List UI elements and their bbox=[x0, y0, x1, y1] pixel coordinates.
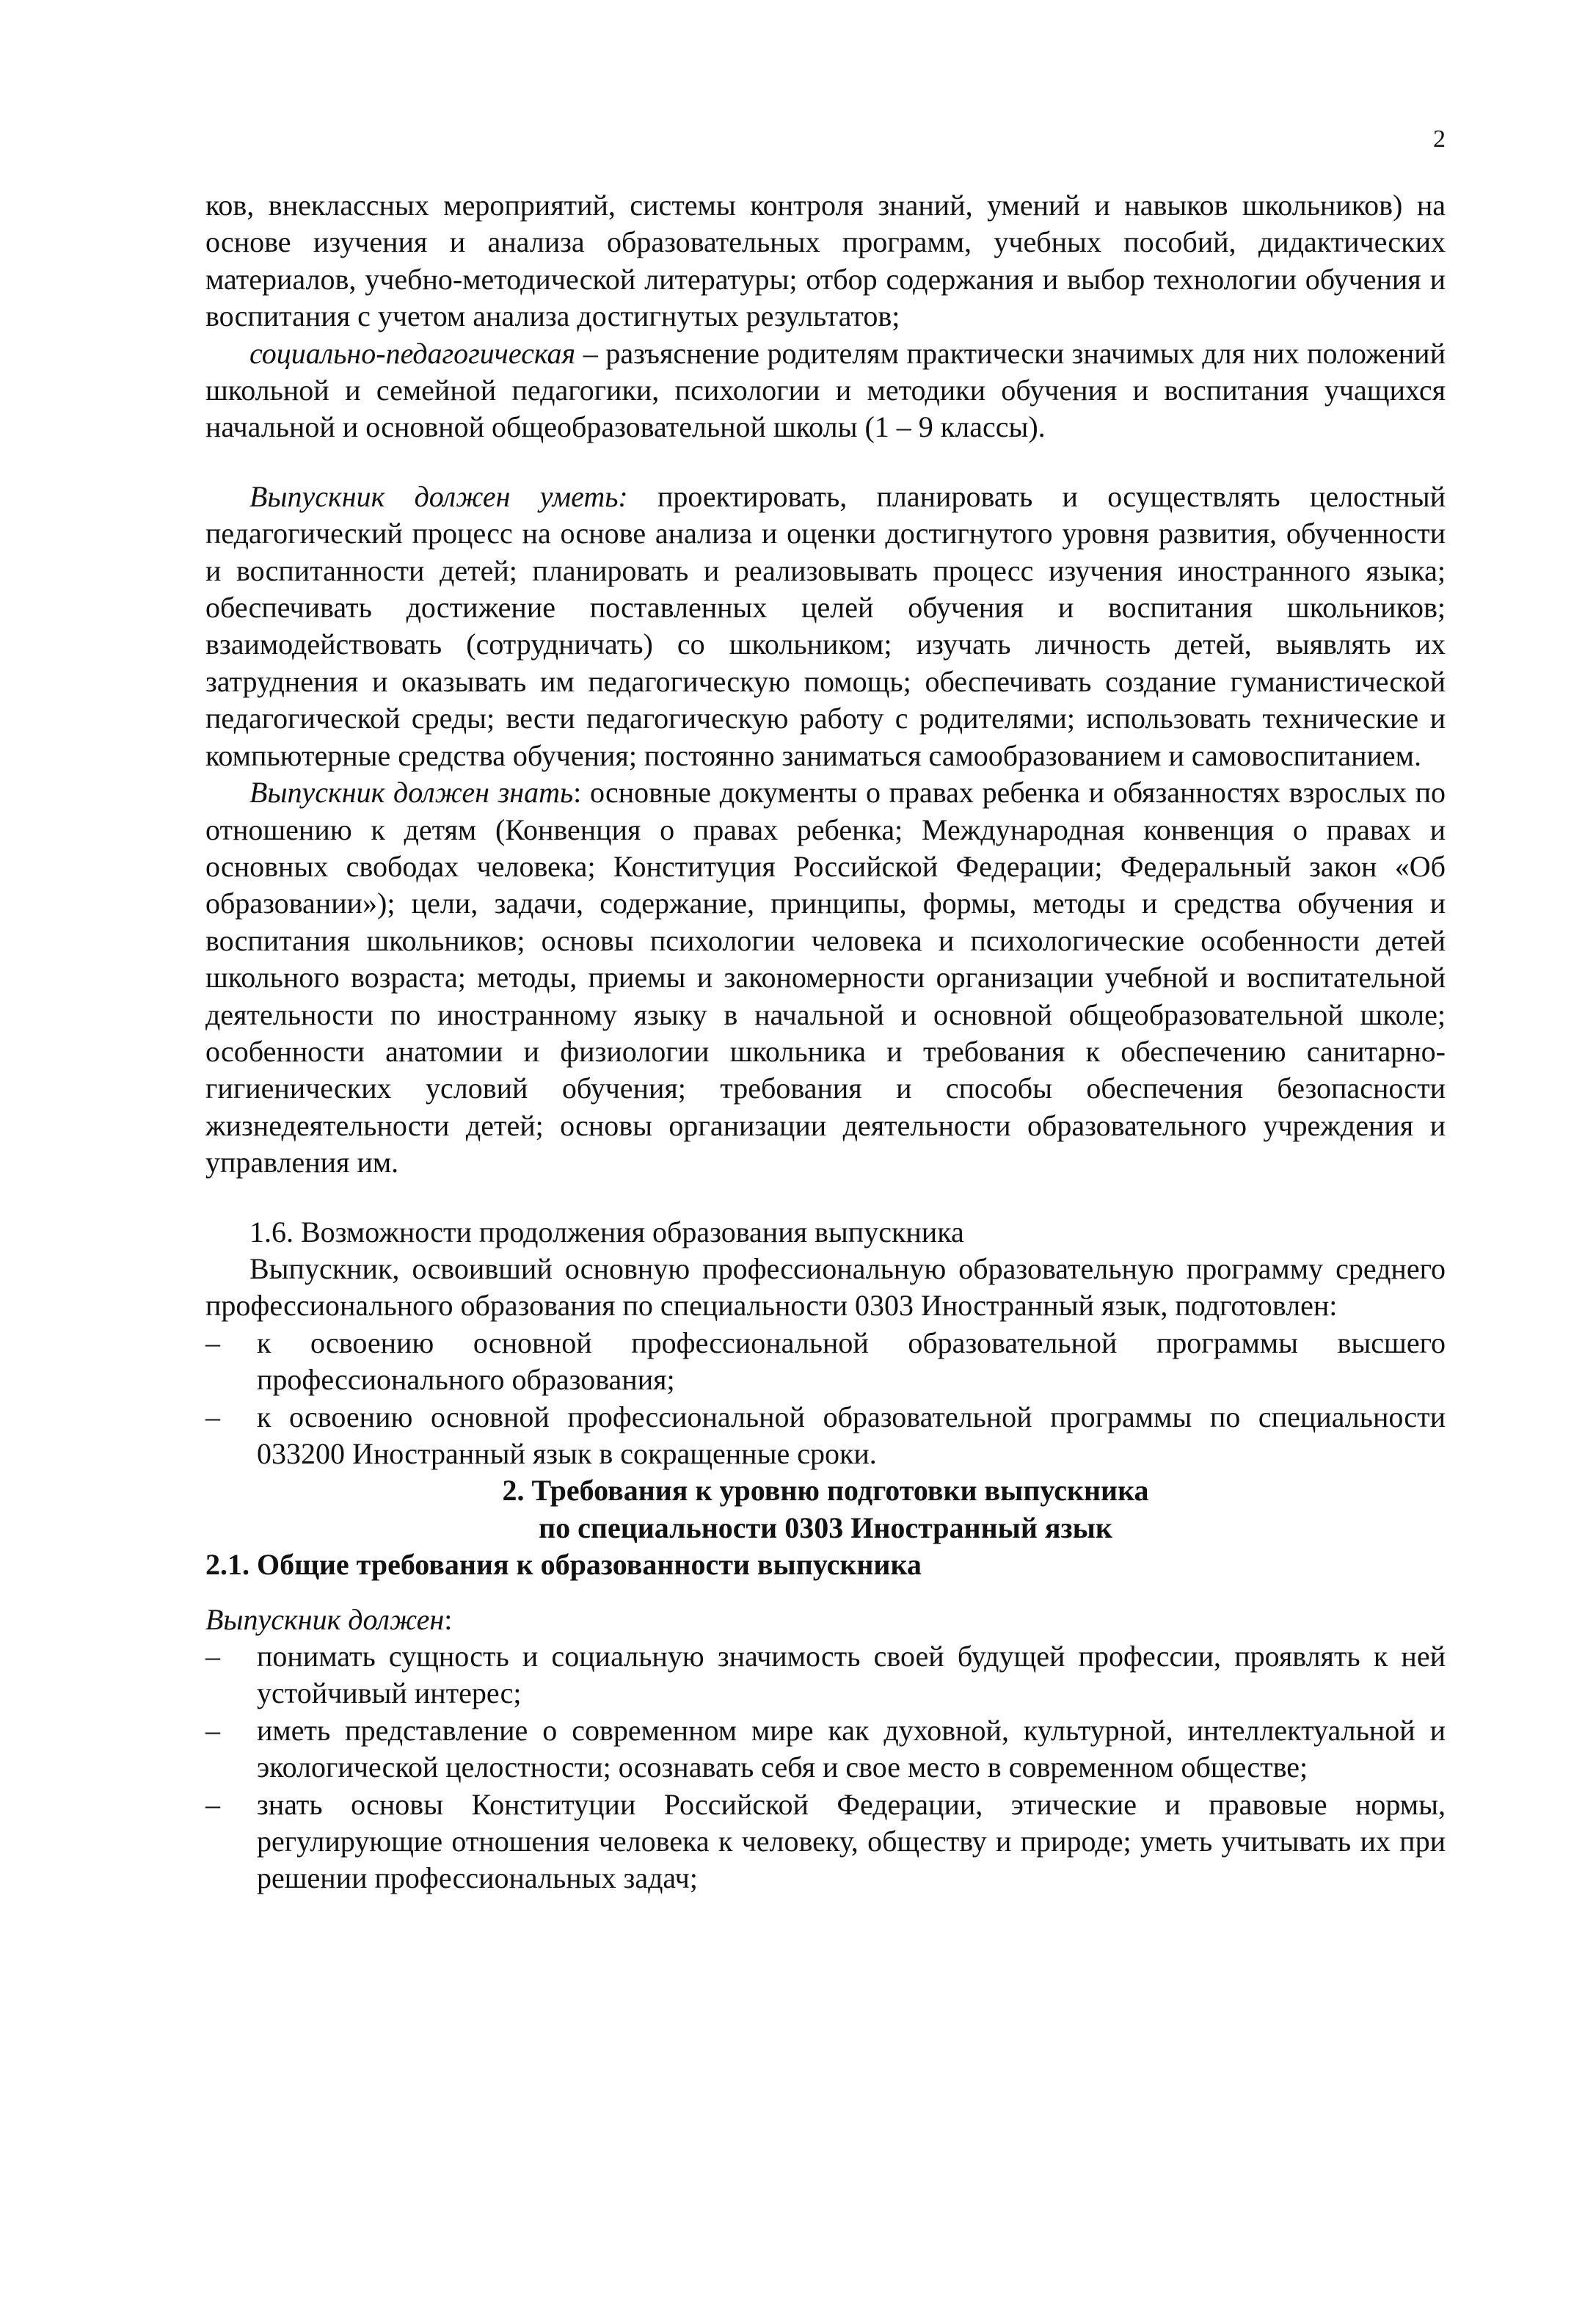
dash-marker: – bbox=[205, 1326, 220, 1359]
list-item-text: к освоению основной профессиональной образовательной программы по специальности 033200 Иностранный язык в сокращенные сроки. bbox=[257, 1400, 1446, 1470]
list-item bbox=[205, 1325, 1446, 1399]
page-number: 2 bbox=[1433, 126, 1446, 153]
paragraph-continuation: ков, внеклассных мероприятий, системы контроля знаний, умений и навыков школьников) на основе изучения и анализа образовательных программ, учебных пособий, дидактических материалов, учебно-методической литературы; отбор содержания и выбор технологии обучения и воспитания с учетом анализа достигнутых результатов; bbox=[205, 189, 1446, 333]
list-item bbox=[205, 1399, 1446, 1473]
document-body bbox=[205, 187, 1446, 1897]
dash-marker: – bbox=[205, 1400, 220, 1433]
list-item bbox=[205, 1786, 1446, 1897]
list-item-text: к освоению основной профессиональной образовательной программы высшего профессионального образования; bbox=[257, 1326, 1446, 1397]
list-general-requirements bbox=[205, 1638, 1446, 1897]
section-2-1-title: 2.1. Общие требования к образованности выпускника bbox=[205, 1548, 922, 1582]
paragraph-graduate-knowledge-text: : основные документы о правах ребенка и обязанностях взрослых по отношению к детям (Конвенция о правах ребенка; Международная конвенция о правах и основных свободах человека; Конституция Российской Федерации; Федеральный закон «Об образовании»); цели, задачи, содержание, принципы, формы, методы и средства обучения и воспитания школьников; основы психологии человека и психологические особенности детей школьного возраста; методы, приемы и закономерности организации учебной и воспитательной деятельности по иностранному языку в начальной и основной общеобразовательной школе; особенности анатомии и физиологии школьника и требования к обеспечению санитарно-гигиенических условий обучения; требования и способы обеспечения безопасности жизнедеятельности детей; основы организации деятельности образовательного учреждения и управления им. bbox=[205, 776, 1446, 1179]
section-1-6-text: Выпускник, освоивший основную профессиональную образовательную программу среднего профессионального образования по специальности 0303 Иностранный язык, подготовлен: bbox=[205, 1251, 1446, 1323]
paragraph-social-pedagogical bbox=[205, 335, 1446, 446]
list-item bbox=[205, 1712, 1446, 1786]
list-item-text: знать основы Конституции Российской Федерации, этические и правовые нормы, регулирующие отношения человека к человеку, обществу и природе; уметь учитывать их при решении профессиональных задач; bbox=[257, 1787, 1446, 1895]
dash-marker: – bbox=[205, 1787, 220, 1821]
term-graduate-must: Выпускник должен bbox=[205, 1602, 445, 1636]
term-graduate-skills: Выпускник должен уметь: bbox=[249, 479, 628, 513]
paragraph-graduate-skills-text: проектировать, планировать и осуществлять целостный педагогический процесс на основе анализа и оценки достигнутого уровня развития, обученности и воспитанности детей; планировать и реализовывать процесс изучения иностранного языка; обеспечивать достижение поставленных целей обучения и воспитания школьников; взаимодействовать (сотрудничать) со школьником; изучать личность детей, выявлять их затруднения и оказывать им педагогическую помощь; обеспечивать создание гуманистической педагогической среды; вести педагогическую работу с родителями; использовать технические и компьютерные средства обучения; постоянно заниматься самообразованием и самовоспитанием. bbox=[205, 479, 1446, 772]
section-2-1-lead bbox=[205, 1602, 1446, 1638]
paragraph-graduate-skills bbox=[205, 479, 1446, 774]
list-further-education bbox=[205, 1325, 1446, 1473]
section-2-title-line-2: по специальности 0303 Иностранный язык bbox=[539, 1511, 1112, 1544]
term-social-pedagogical: социально-педагогическая bbox=[249, 336, 576, 370]
paragraph-graduate-knowledge bbox=[205, 774, 1446, 1181]
list-item-text: иметь представление о современном мире как духовной, культурной, интеллектуальной и экологической целостности; осознавать себя и свое место в современном обществе; bbox=[257, 1713, 1446, 1784]
section-2-title-line-1: 2. Требования к уровню подготовки выпускника bbox=[502, 1474, 1149, 1508]
term-graduate-knowledge: Выпускник должен знать bbox=[249, 776, 574, 810]
section-1-6-title: 1.6. Возможности продолжения образования выпускника bbox=[249, 1215, 964, 1248]
dash-marker: – bbox=[205, 1640, 220, 1673]
list-item-text: понимать сущность и социальную значимость своей будущей профессии, проявлять к ней устойчивый интерес; bbox=[257, 1640, 1446, 1710]
lead-colon: : bbox=[444, 1602, 453, 1636]
dash-marker: – bbox=[205, 1713, 220, 1747]
paragraph-social-pedagogical-text: – разъяснение родителям практически значимых для них положений школьной и семейной педагогики, психологии и методики обучения и воспитания учащихся начальной и основной общеобразовательной школы (1 – 9 классы). bbox=[205, 336, 1446, 444]
list-item bbox=[205, 1638, 1446, 1712]
